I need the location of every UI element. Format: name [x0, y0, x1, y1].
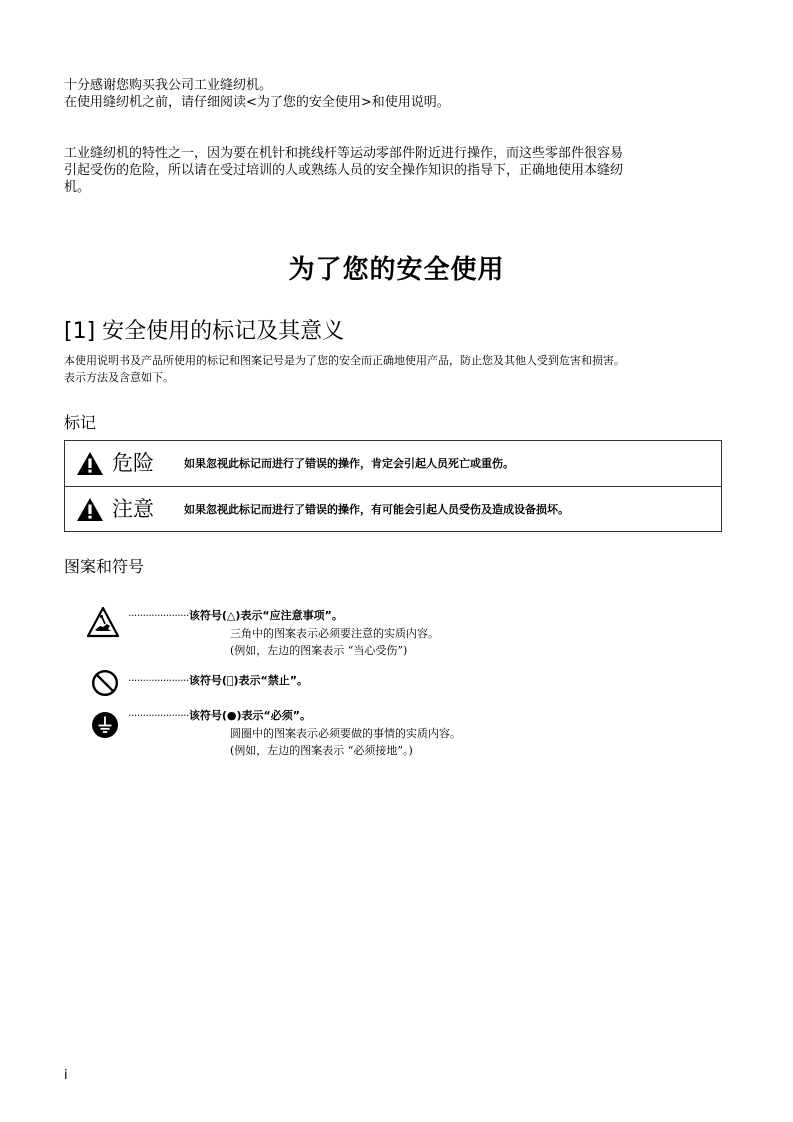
intro-paragraph-1	[64, 77, 744, 111]
danger-description: 如果忽视此标记而进行了错误的操作，肯定会引起人员死亡或重伤。	[184, 457, 514, 470]
caution-label: 注意	[112, 497, 154, 521]
hand-injury-caution-icon	[86, 606, 120, 638]
section-description-line: 表示方法及含意如下。	[64, 371, 174, 384]
intro-paragraph-2	[64, 145, 704, 196]
section-description-line: 本使用说明书及产品所使用的标记和图案记号是为了您的安全而正确地使用产品，防止您及其他人受到危害和损害。	[64, 354, 625, 367]
marks-table	[64, 440, 722, 532]
page-title: 为了您的安全使用	[288, 255, 505, 285]
intro-line: 机。	[64, 180, 91, 195]
symbol-caution-note: 三角中的图案表示必须要注意的实质内容。	[230, 627, 439, 640]
symbols-heading: 图案和符号	[64, 557, 145, 576]
symbol-mandatory-line	[128, 708, 311, 724]
warning-triangle-icon	[76, 497, 104, 522]
caution-description: 如果忽视此标记而进行了错误的操作，有可能会引起人员受伤及造成设备损坏。	[184, 503, 569, 516]
symbol-mandatory-text: 该符号(●)表示“必须”。	[188, 709, 311, 722]
leader-dots: ·····················	[128, 709, 189, 722]
intro-line: 十分感谢您购买我公司工业缝纫机。	[64, 78, 273, 93]
symbol-caution-text: 该符号(△)表示“应注意事项”。	[188, 609, 343, 622]
symbol-caution-line	[128, 608, 343, 624]
symbol-prohibition-line	[128, 673, 308, 689]
intro-line: 引起受伤的危险，所以请在受过培训的人或熟练人员的安全操作知识的指导下，正确地使用本缝纫	[64, 163, 624, 178]
symbol-caution-note: (例如，左边的图案表示 “当心受伤”)	[230, 644, 408, 657]
intro-line: 在使用缝纫机之前，请仔细阅读<为了您的安全使用>和使用说明。	[64, 95, 450, 110]
section-description	[64, 352, 754, 386]
danger-label: 危险	[112, 451, 154, 475]
warning-triangle-icon	[76, 451, 104, 476]
section-title: [1] 安全使用的标记及其意义	[64, 319, 345, 344]
intro-line: 工业缝纫机的特性之一，因为要在机针和挑线杆等运动零部件附近进行操作，而这些零部件很容易	[64, 146, 624, 161]
page-number: i	[64, 1068, 68, 1083]
leader-dots: ·····················	[128, 609, 189, 622]
symbol-prohibition-text: 该符号(⃠)表示“禁止”。	[188, 674, 308, 687]
mark-row-danger	[65, 441, 721, 487]
leader-dots: ·····················	[128, 674, 189, 687]
ground-mandatory-icon	[91, 711, 119, 739]
symbol-mandatory-note: 圆圈中的图案表示必须要做的事情的实质内容。	[230, 727, 461, 740]
symbol-mandatory-note: (例如，左边的图案表示 “必须接地”。)	[230, 744, 413, 757]
prohibition-icon	[91, 669, 119, 697]
mark-row-caution	[65, 487, 721, 532]
marks-heading: 标记	[64, 413, 97, 432]
